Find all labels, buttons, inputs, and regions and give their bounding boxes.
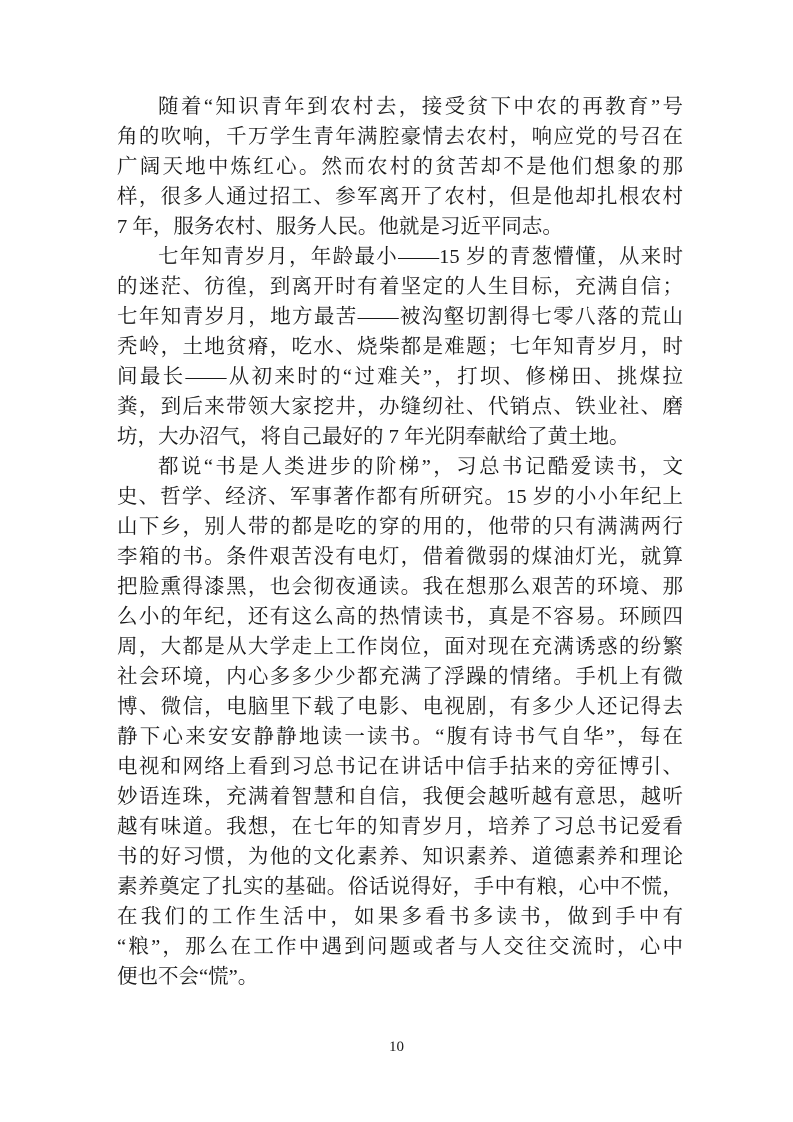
text-line: 广阔天地中炼红心。然而农村的贫苦却不是他们想象的那 <box>117 156 683 178</box>
text-line: 把脸熏得漆黑，也会彻夜通读。我在想那么艰苦的环境、那 <box>117 576 683 598</box>
text-line: 七年知青岁月，地方最苦——被沟壑切割得七零八落的荒山 <box>117 306 683 328</box>
text-line: 在我们的工作生活中，如果多看书多读书，做到手中有 <box>117 906 683 928</box>
text-line: 李箱的书。条件艰苦没有电灯，借着微弱的煤油灯光，就算 <box>117 546 683 568</box>
text-line: 间最长——从初来时的“过难关”，打坝、修梯田、挑煤拉 <box>117 366 683 388</box>
text-line: 样，很多人通过招工、参军离开了农村，但是他却扎根农村 <box>117 186 683 208</box>
text-line: 7 年，服务农村、服务人民。他就是习近平同志。 <box>117 216 563 238</box>
text-line: 便也不会“慌”。 <box>117 966 259 988</box>
text-line: 粪，到后来带领大家挖井，办缝纫社、代销点、铁业社、磨 <box>117 396 683 418</box>
text-line: 社会环境，内心多多少少都充满了浮躁的情绪。手机上有微 <box>117 666 683 688</box>
text-line: 电视和网络上看到习总书记在讲话中信手拈来的旁征博引、 <box>117 756 683 778</box>
text-line: “粮”，那么在工作中遇到问题或者与人交往交流时，心中 <box>117 936 683 958</box>
paragraph <box>117 242 683 452</box>
text-line: 周，大都是从大学走上工作岗位，面对现在充满诱惑的纷繁 <box>117 636 683 658</box>
text-line: 都说“书是人类进步的阶梯”，习总书记酷爱读书，文 <box>158 456 683 478</box>
text-line: 书的好习惯，为他的文化素养、知识素养、道德素养和理论 <box>117 846 683 868</box>
text-line: 妙语连珠，充满着智慧和自信，我便会越听越有意思，越听 <box>117 786 683 808</box>
paragraph <box>117 452 683 992</box>
text-line: 博、微信，电脑里下载了电影、电视剧，有多少人还记得去 <box>117 696 683 718</box>
text-line: 秃岭，土地贫瘠，吃水、烧柴都是难题；七年知青岁月，时 <box>117 336 683 358</box>
text-line: 史、哲学、经济、军事著作都有所研究。15 岁的小小年纪上 <box>117 486 683 508</box>
text-line: 七年知青岁月，年龄最小——15 岁的青葱懵懂，从来时 <box>158 246 683 268</box>
text-line: 山下乡，别人带的都是吃的穿的用的，他带的只有满满两行 <box>117 516 683 538</box>
page-number: 10 <box>389 1039 404 1055</box>
text-line: 的迷茫、彷徨，到离开时有着坚定的人生目标，充满自信； <box>117 276 683 298</box>
text-line: 随着“知识青年到农村去，接受贫下中农的再教育”号 <box>158 96 683 118</box>
text-line: 角的吹响，千万学生青年满腔豪情去农村，响应党的号召在 <box>117 126 683 148</box>
text-line: 静下心来安安静静地读一读书。“腹有诗书气自华”，每在 <box>117 726 683 748</box>
text-line: 越有味道。我想，在七年的知青岁月，培养了习总书记爱看 <box>117 816 683 838</box>
text-line: 素养奠定了扎实的基础。俗话说得好，手中有粮，心中不慌， <box>117 876 683 898</box>
text-line: 么小的年纪，还有这么高的热情读书，真是不容易。环顾四 <box>117 606 683 628</box>
document-text <box>117 92 683 992</box>
text-line: 坊，大办沼气，将自己最好的 7 年光阴奉献给了黄土地。 <box>117 426 630 448</box>
paragraph <box>117 92 683 242</box>
